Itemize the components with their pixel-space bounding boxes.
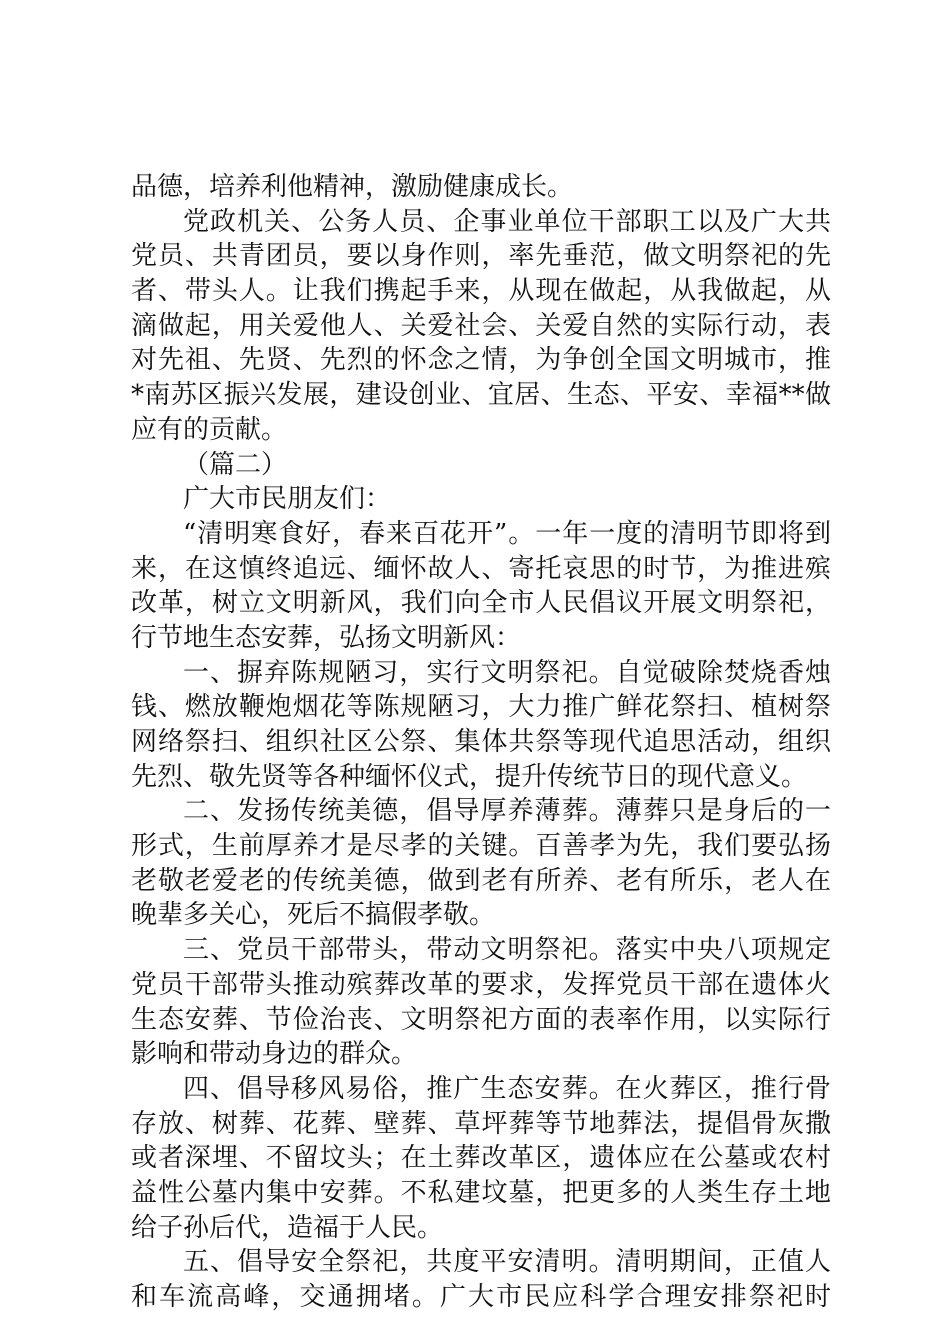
text-line: 党员干部带头推动殡葬改革的要求，发挥党员干部在遗体火	[131, 969, 831, 1000]
text-line: 品德，培养利他精神，激励健康成长。	[131, 172, 574, 202]
text-line: 三、党员干部带头，带动文明祭祀。落实中央八项规定	[183, 935, 831, 966]
text-line: 党政机关、公务人员、企事业单位干部职工以及广大共	[183, 206, 831, 237]
text-line: 给子孙后代，造福于人民。	[131, 1212, 444, 1243]
text-line: 来，在这慎终追远、缅怀故人、寄托哀思的时节，为推进殡	[131, 553, 831, 584]
text-line: “清明寒食好，春来百花开”。一年一度的清明节即将到	[183, 518, 831, 549]
text-line: 影响和带动身边的群众。	[131, 1039, 418, 1070]
text-line: 老敬老爱老的传统美德，做到老有所养、老有所乐，老人在	[131, 865, 831, 896]
text-line: 先烈、敬先贤等各种缅怀仪式，提升传统节日的现代意义。	[131, 761, 808, 792]
text-line: 或者深埋、不留坟头；在土葬改革区，遗体应在公墓或农村	[131, 1143, 831, 1174]
text-line: 党员、共青团员，要以身作则，率先垂范，做文明祭祀的先	[131, 241, 831, 272]
text-line: （篇二）	[183, 449, 288, 480]
document-body	[131, 170, 831, 1315]
text-line: 一、摒弃陈规陋习，实行文明祭祀。自觉破除焚烧香烛	[183, 657, 831, 688]
text-line: 存放、树葬、花葬、壁葬、草坪葬等节地葬法，提倡骨灰撒	[131, 1108, 831, 1139]
text-line: 者、带头人。让我们携起手来，从现在做起，从我做起，从	[131, 276, 831, 307]
text-line: 对先祖、先贤、先烈的怀念之情，为争创全国文明城市，推	[131, 345, 831, 376]
text-line: 改革，树立文明新风，我们向全市人民倡议开展文明祭祀，	[131, 588, 831, 619]
text-line: 形式，生前厚养才是尽孝的关键。百善孝为先，我们要弘扬	[131, 831, 831, 862]
text-line: 五、倡导安全祭祀，共度平安清明。清明期间，正值人	[183, 1247, 831, 1278]
text-line: 益性公墓内集中安葬。不私建坟墓，把更多的人类生存土地	[131, 1177, 831, 1208]
text-line: 网络祭扫、组织社区公祭、集体共祭等现代追思活动，组织	[131, 727, 831, 757]
text-line: 广大市民朋友们：	[183, 484, 392, 515]
text-line: 钱、燃放鞭炮烟花等陈规陋习，大力推广鲜花祭扫、植树祭	[131, 692, 831, 723]
text-line: 应有的贡献。	[131, 414, 288, 445]
text-line: 滴做起，用关爱他人、关爱社会、关爱自然的实际行动，表	[131, 310, 831, 341]
text-line: 四、倡导移风易俗，推广生态安葬。在火葬区，推行骨	[183, 1073, 831, 1104]
text-line: 晚辈多关心，死后不搞假孝敬。	[131, 900, 496, 931]
text-line: 生态安葬、节俭治丧、文明祭祀方面的表率作用，以实际行	[131, 1004, 831, 1035]
text-line: 和车流高峰，交通拥堵。广大市民应科学合理安排祭祀时	[131, 1282, 831, 1312]
text-line: *南苏区振兴发展，建设创业、宜居、生态、平安、幸福**做	[131, 380, 831, 411]
text-line: 行节地生态安葬，弘扬文明新风：	[131, 622, 522, 653]
text-line: 二、发扬传统美德，倡导厚养薄葬。薄葬只是身后的一	[183, 796, 831, 827]
